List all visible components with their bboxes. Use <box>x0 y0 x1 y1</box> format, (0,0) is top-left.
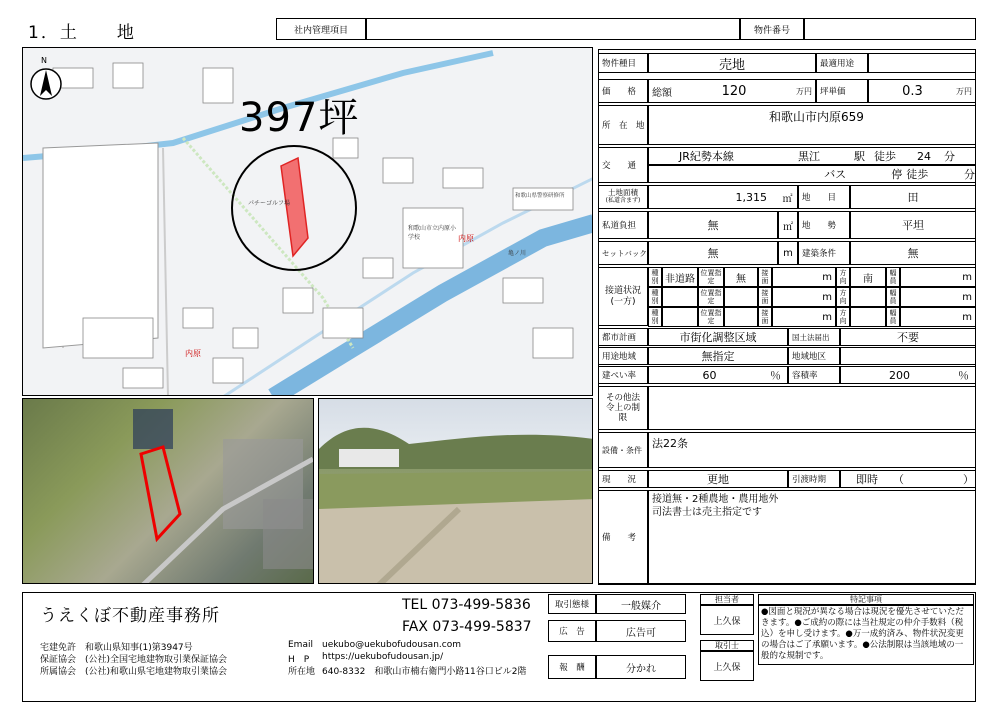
road-houkou-label: 方向 <box>836 267 850 287</box>
company-tel: TEL 073-499-5836 <box>402 597 531 613</box>
hikiwatashi-label: 引渡時期 <box>788 470 840 488</box>
fun-unit-2: 分 <box>964 168 975 181</box>
road-shubetsu-value <box>662 307 698 327</box>
page-title: 1．土 地 <box>28 23 136 43</box>
station-name: 黒江 <box>798 150 820 163</box>
chisei-value: 平坦 <box>850 211 976 239</box>
use-value <box>868 53 976 73</box>
road-label <box>598 267 648 326</box>
hikiwatashi-value: 即時 <box>856 473 878 486</box>
road-setsumen-label: 接面 <box>758 267 772 287</box>
chimoku-value: 田 <box>850 185 976 209</box>
train-line: JR紀勢本線 <box>679 150 734 163</box>
use-label: 最適用途 <box>816 53 868 73</box>
company-fax: FAX 073-499-5837 <box>402 619 532 635</box>
biko-label: 備 考 <box>598 490 648 584</box>
youto-value: 無指定 <box>648 347 788 365</box>
road-setsumen-unit: m <box>772 307 836 327</box>
road-houkou-value <box>850 287 886 307</box>
north-label: N <box>41 56 47 65</box>
build-cond-value: 無 <box>850 241 976 265</box>
road-fukuin-unit: m <box>900 267 976 287</box>
unit-price-value: 0.3 <box>902 83 923 99</box>
total-label: 総額 <box>652 87 672 99</box>
bus-label: バス <box>824 168 847 181</box>
paren-open: （ <box>893 473 904 486</box>
special-label: 特記事項 <box>758 594 974 605</box>
chiiki-label: 地域地区 <box>788 347 840 365</box>
chimoku-label: 地 目 <box>798 185 850 209</box>
sqm-unit: ㎡ <box>778 185 798 209</box>
map-label-uchihara-2: 内原 <box>185 349 201 358</box>
aerial-drawing <box>23 399 314 584</box>
land-area-sub: (私道含まず) <box>605 197 641 204</box>
torihiki-label: 取引態様 <box>548 594 596 614</box>
road-ichi-value <box>724 287 758 307</box>
private-road-label: 私道負担 <box>598 211 648 239</box>
biko-line-1: 接道無・2種農地・農用地外 <box>652 494 779 505</box>
special-notes: ●図面と現況が異なる場合は現況を優先させていただきます。●ご成約の際には当社規定の仲介手数料（税込）を申し受けます。●万一成約済み、物件状況変更の場合はご了承願います。●公法制限は当該地域の一般的な規制です。 <box>758 605 974 665</box>
road-label-text: 接道状況 <box>604 285 641 296</box>
city-plan-value: 市街化調整区域 <box>648 328 788 346</box>
city-plan-label: 都市計画 <box>598 328 648 346</box>
genkyo-value: 更地 <box>648 470 788 488</box>
email-link[interactable]: uekubo@uekubofudousan.com <box>322 640 461 650</box>
private-road-value: 無 <box>648 211 778 239</box>
road-ichi-value: 無 <box>724 267 758 287</box>
road-setsumen-unit: m <box>772 267 836 287</box>
road-fukuin-label: 幅員 <box>886 307 900 327</box>
area-tsubo-label: 397坪 <box>239 95 360 141</box>
tanto-label: 担当者 <box>700 594 754 605</box>
site-photo <box>318 398 593 584</box>
traffic-label: 交 通 <box>598 147 648 183</box>
kokudo-value: 不要 <box>840 328 976 346</box>
road-shubetsu-label: 種別 <box>648 267 662 287</box>
man-yen-unit: 万円 <box>796 86 812 96</box>
walk-label-2: 徒歩 <box>906 168 929 181</box>
road-houkou-value: 南 <box>850 267 886 287</box>
aerial-photo <box>22 398 314 584</box>
road-fukuin-label: 幅員 <box>886 267 900 287</box>
type-value: 売地 <box>648 53 816 73</box>
kokudo-label: 国土法届出 <box>788 328 840 346</box>
land-area-value: 1,315 <box>648 185 798 209</box>
housyu-value: 分かれ <box>596 655 686 679</box>
location-map <box>22 47 593 396</box>
chiiki-value <box>840 347 976 365</box>
pct-unit-2: ％ <box>958 369 969 382</box>
land-area-label <box>598 185 648 209</box>
youto-label: 用途地域 <box>598 347 648 365</box>
setback-value: 無 <box>648 241 778 265</box>
road-label-sub: (一方) <box>610 296 636 307</box>
map-label-police: 和歌山県警察研修所 <box>515 193 565 199</box>
eki-unit: 駅 <box>854 150 865 163</box>
walk-minutes: 24 <box>917 149 931 163</box>
road-ichi-label: 位置指定 <box>698 267 724 287</box>
type-label: 物件種目 <box>598 53 648 73</box>
unit-price-label: 坪単価 <box>816 79 868 103</box>
site-photo-drawing <box>319 399 593 584</box>
address-value: 和歌山市内原659 <box>648 105 976 145</box>
other-law-label: その他法令上の制限 <box>598 386 648 430</box>
chisei-label: 地 勢 <box>798 211 850 239</box>
road-setsumen-label: 接面 <box>758 307 772 327</box>
road-houkou-value <box>850 307 886 327</box>
internal-label: 社内管理項目 <box>276 18 366 40</box>
road-fukuin-unit: m <box>900 307 976 327</box>
setback-label: セットバック <box>598 241 648 265</box>
land-area-label-text: 土地面積 <box>608 188 638 197</box>
yoseki-label: 容積率 <box>788 366 840 384</box>
internal-field[interactable] <box>366 18 740 40</box>
road-fukuin-label: 幅員 <box>886 287 900 307</box>
company-name: うえくぼ不動産事務所 <box>40 606 220 626</box>
koukoku-label: 広 告 <box>548 620 596 642</box>
housyu-label: 報 酬 <box>548 655 596 679</box>
office-address-label: 所在地 <box>288 667 316 677</box>
walk-label: 徒歩 <box>874 150 896 163</box>
paren-close: ） <box>963 473 974 486</box>
map-label-river: 亀ノ川 <box>508 250 527 257</box>
road-fukuin-unit: m <box>900 287 976 307</box>
map-label-school: 和歌山市立内原小学校 <box>408 225 457 241</box>
torihiki-value: 一般媒介 <box>596 594 686 614</box>
pct-unit: ％ <box>770 369 781 382</box>
road-shubetsu-value <box>662 287 698 307</box>
torihikishi-value: 上久保 <box>700 651 754 681</box>
setsubi-value: 法22条 <box>648 432 976 468</box>
setsubi-label: 設備・条件 <box>598 432 648 468</box>
genkyo-label: 現 況 <box>598 470 648 488</box>
address-label: 所 在 地 <box>598 105 648 145</box>
road-ichi-label: 位置指定 <box>698 287 724 307</box>
road-houkou-label: 方向 <box>836 287 850 307</box>
road-ichi-value <box>724 307 758 327</box>
hosho-info: 保証協会 (公社)全国宅地建物取引業保証協会 <box>40 655 228 665</box>
road-setsumen-unit: m <box>772 287 836 307</box>
biko-line-2: 司法書士は売主指定です <box>652 507 762 518</box>
sqm-unit-2: ㎡ <box>778 211 798 239</box>
road-shubetsu-value: 非道路 <box>662 267 698 287</box>
road-houkou-label: 方向 <box>836 307 850 327</box>
other-law-value <box>648 386 976 430</box>
stop-label: 停 <box>891 168 903 181</box>
tanto-value: 上久保 <box>700 605 754 635</box>
man-yen-unit-2: 万円 <box>956 86 972 96</box>
hp-link[interactable]: https://uekubofudousan.jp/ <box>322 652 444 662</box>
email-label: Email <box>288 640 313 650</box>
yoseki-value: 200 <box>889 368 910 382</box>
kenpei-value: 60 <box>702 368 717 382</box>
property-no-field[interactable] <box>804 18 976 40</box>
build-cond-label: 建築条件 <box>798 241 850 265</box>
price-label: 価 格 <box>598 79 648 103</box>
road-ichi-label: 位置指定 <box>698 307 724 327</box>
license-info: 宅建免許 和歌山県知事(1)第3947号 <box>40 643 193 653</box>
road-shubetsu-label: 種別 <box>648 307 662 327</box>
office-address: 640-8332 和歌山市楠右衛門小路11谷口ビル2階 <box>322 667 527 677</box>
m-unit: m <box>778 241 798 265</box>
shozoku-info: 所属協会 (公社)和歌山県宅地建物取引業協会 <box>40 667 228 677</box>
total-value: 120 <box>721 83 747 99</box>
map-label-golf: パチーゴルフ場 <box>248 200 291 207</box>
fun-unit: 分 <box>944 150 955 163</box>
road-shubetsu-label: 種別 <box>648 287 662 307</box>
map-label-uchihara-1: 内原 <box>458 234 474 243</box>
road-setsumen-label: 接面 <box>758 287 772 307</box>
kenpei-label: 建ぺい率 <box>598 366 648 384</box>
torihikishi-label: 取引士 <box>700 640 754 651</box>
property-no-label: 物件番号 <box>740 18 804 40</box>
koukoku-value: 広告可 <box>596 620 686 642</box>
hp-label: H P <box>288 655 310 665</box>
